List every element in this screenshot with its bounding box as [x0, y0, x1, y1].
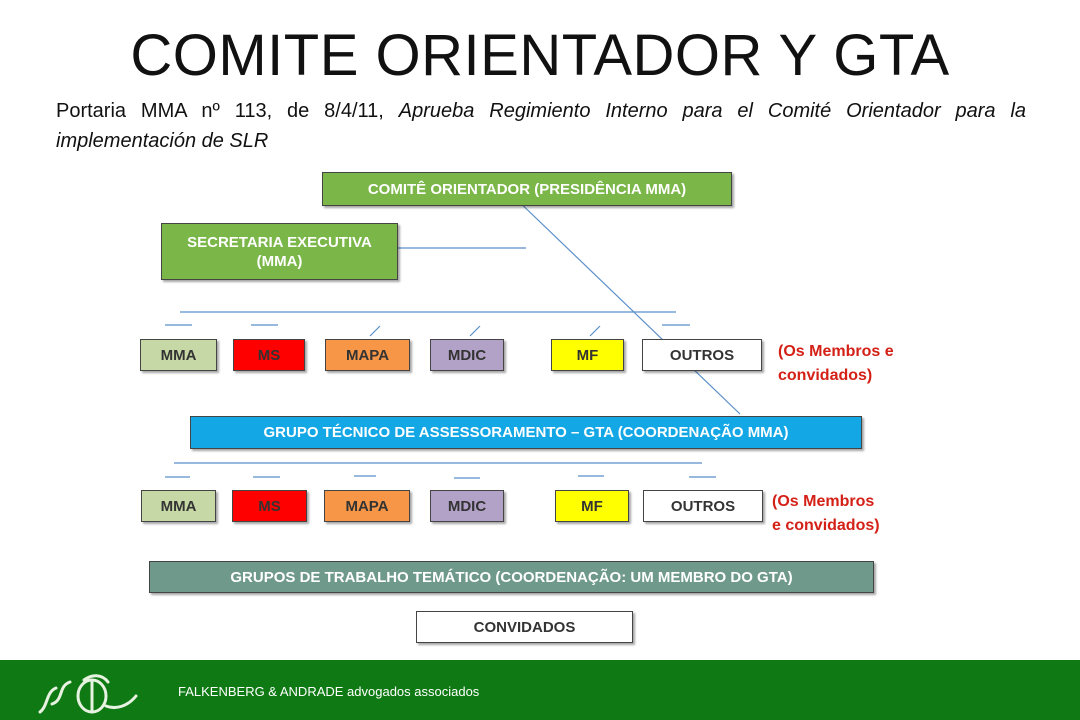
- member-mapa: MAPA: [324, 490, 410, 522]
- page-title: COMITE ORIENTADOR Y GTA: [130, 23, 950, 88]
- gta-box: GRUPO TÉCNICO DE ASSESSORAMENTO – GTA (COORDENAÇÃO MMA): [190, 416, 862, 449]
- member-ms: MS: [232, 490, 307, 522]
- subtitle-normal: Portaria MMA nº 113, de 8/4/11,: [56, 100, 399, 122]
- member-mf: MF: [555, 490, 629, 522]
- member-mapa: MAPA: [325, 339, 410, 371]
- note-row2: (Os Membros e convidados): [772, 493, 880, 534]
- convidados-box: CONVIDADOS: [416, 611, 633, 643]
- grupos-trabalho-box: GRUPOS DE TRABALHO TEMÁTICO (COORDENAÇÃO: UM MEMBRO DO GTA): [149, 561, 874, 593]
- member-mma: MMA: [141, 490, 216, 522]
- member-outros: OUTROS: [642, 339, 762, 371]
- comite-orientador-box: COMITÊ ORIENTADOR (PRESIDÊNCIA MMA): [322, 172, 732, 206]
- falkenberg-andrade-logo-icon: [34, 666, 144, 718]
- note-row1: (Os Membros e convidados): [778, 343, 894, 384]
- secretaria-executiva-box: SECRETARIA EXECUTIVA (MMA): [161, 223, 398, 280]
- footer-bar: [0, 660, 1080, 720]
- member-ms: MS: [233, 339, 305, 371]
- member-outros: OUTROS: [643, 490, 763, 522]
- member-mdic: MDIC: [430, 339, 504, 371]
- member-mdic: MDIC: [430, 490, 504, 522]
- member-mma: MMA: [140, 339, 217, 371]
- footer-text: FALKENBERG & ANDRADE advogados associados: [178, 684, 480, 699]
- member-mf: MF: [551, 339, 624, 371]
- connector-diagonal: [512, 195, 740, 414]
- subtitle-italic: Aprueba Regimiento Interno para el Comité Orientador para la implementación de SLR: [56, 100, 1027, 152]
